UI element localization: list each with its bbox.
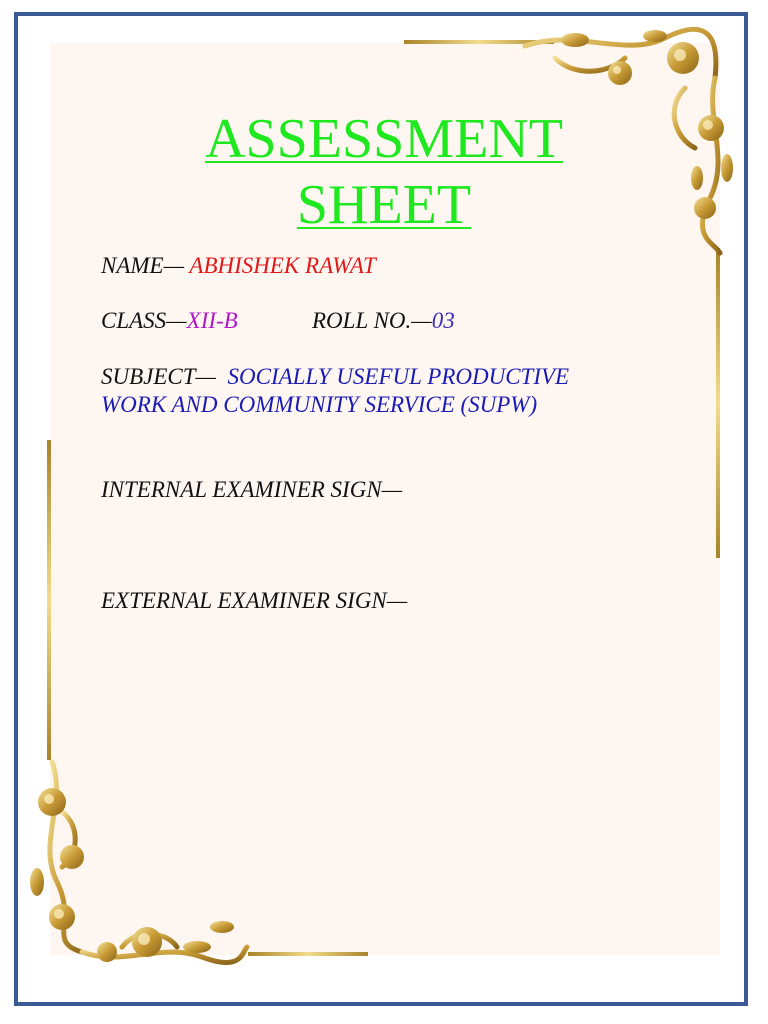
gold-floral-corner-icon — [22, 752, 252, 982]
subject-label: SUBJECT— — [101, 364, 216, 389]
subject-row — [101, 364, 569, 390]
name-row — [101, 253, 376, 279]
page-subtitle: SHEET — [296, 174, 472, 236]
name-label: NAME— — [101, 253, 185, 278]
roll-label: ROLL NO.— — [312, 308, 432, 333]
external-examiner-sign: EXTERNAL EXAMINER SIGN— — [101, 588, 408, 613]
class-row — [101, 308, 238, 334]
gold-frame-left — [47, 440, 51, 760]
roll-row — [312, 308, 455, 334]
subject-value-continued: WORK AND COMMUNITY SERVICE (SUPW) — [101, 392, 538, 417]
name-value: ABHISHEK RAWAT — [189, 253, 376, 278]
class-label: CLASS— — [101, 308, 187, 333]
class-value: XII-B — [186, 308, 238, 333]
internal-examiner-sign: INTERNAL EXAMINER SIGN— — [101, 477, 403, 502]
roll-value: 03 — [431, 308, 455, 333]
page-title: ASSESSMENT — [205, 108, 563, 170]
subject-value: SOCIALLY USEFUL PRODUCTIVE — [227, 364, 570, 389]
gold-frame-bottom — [248, 952, 368, 956]
gold-frame-right — [716, 248, 720, 558]
